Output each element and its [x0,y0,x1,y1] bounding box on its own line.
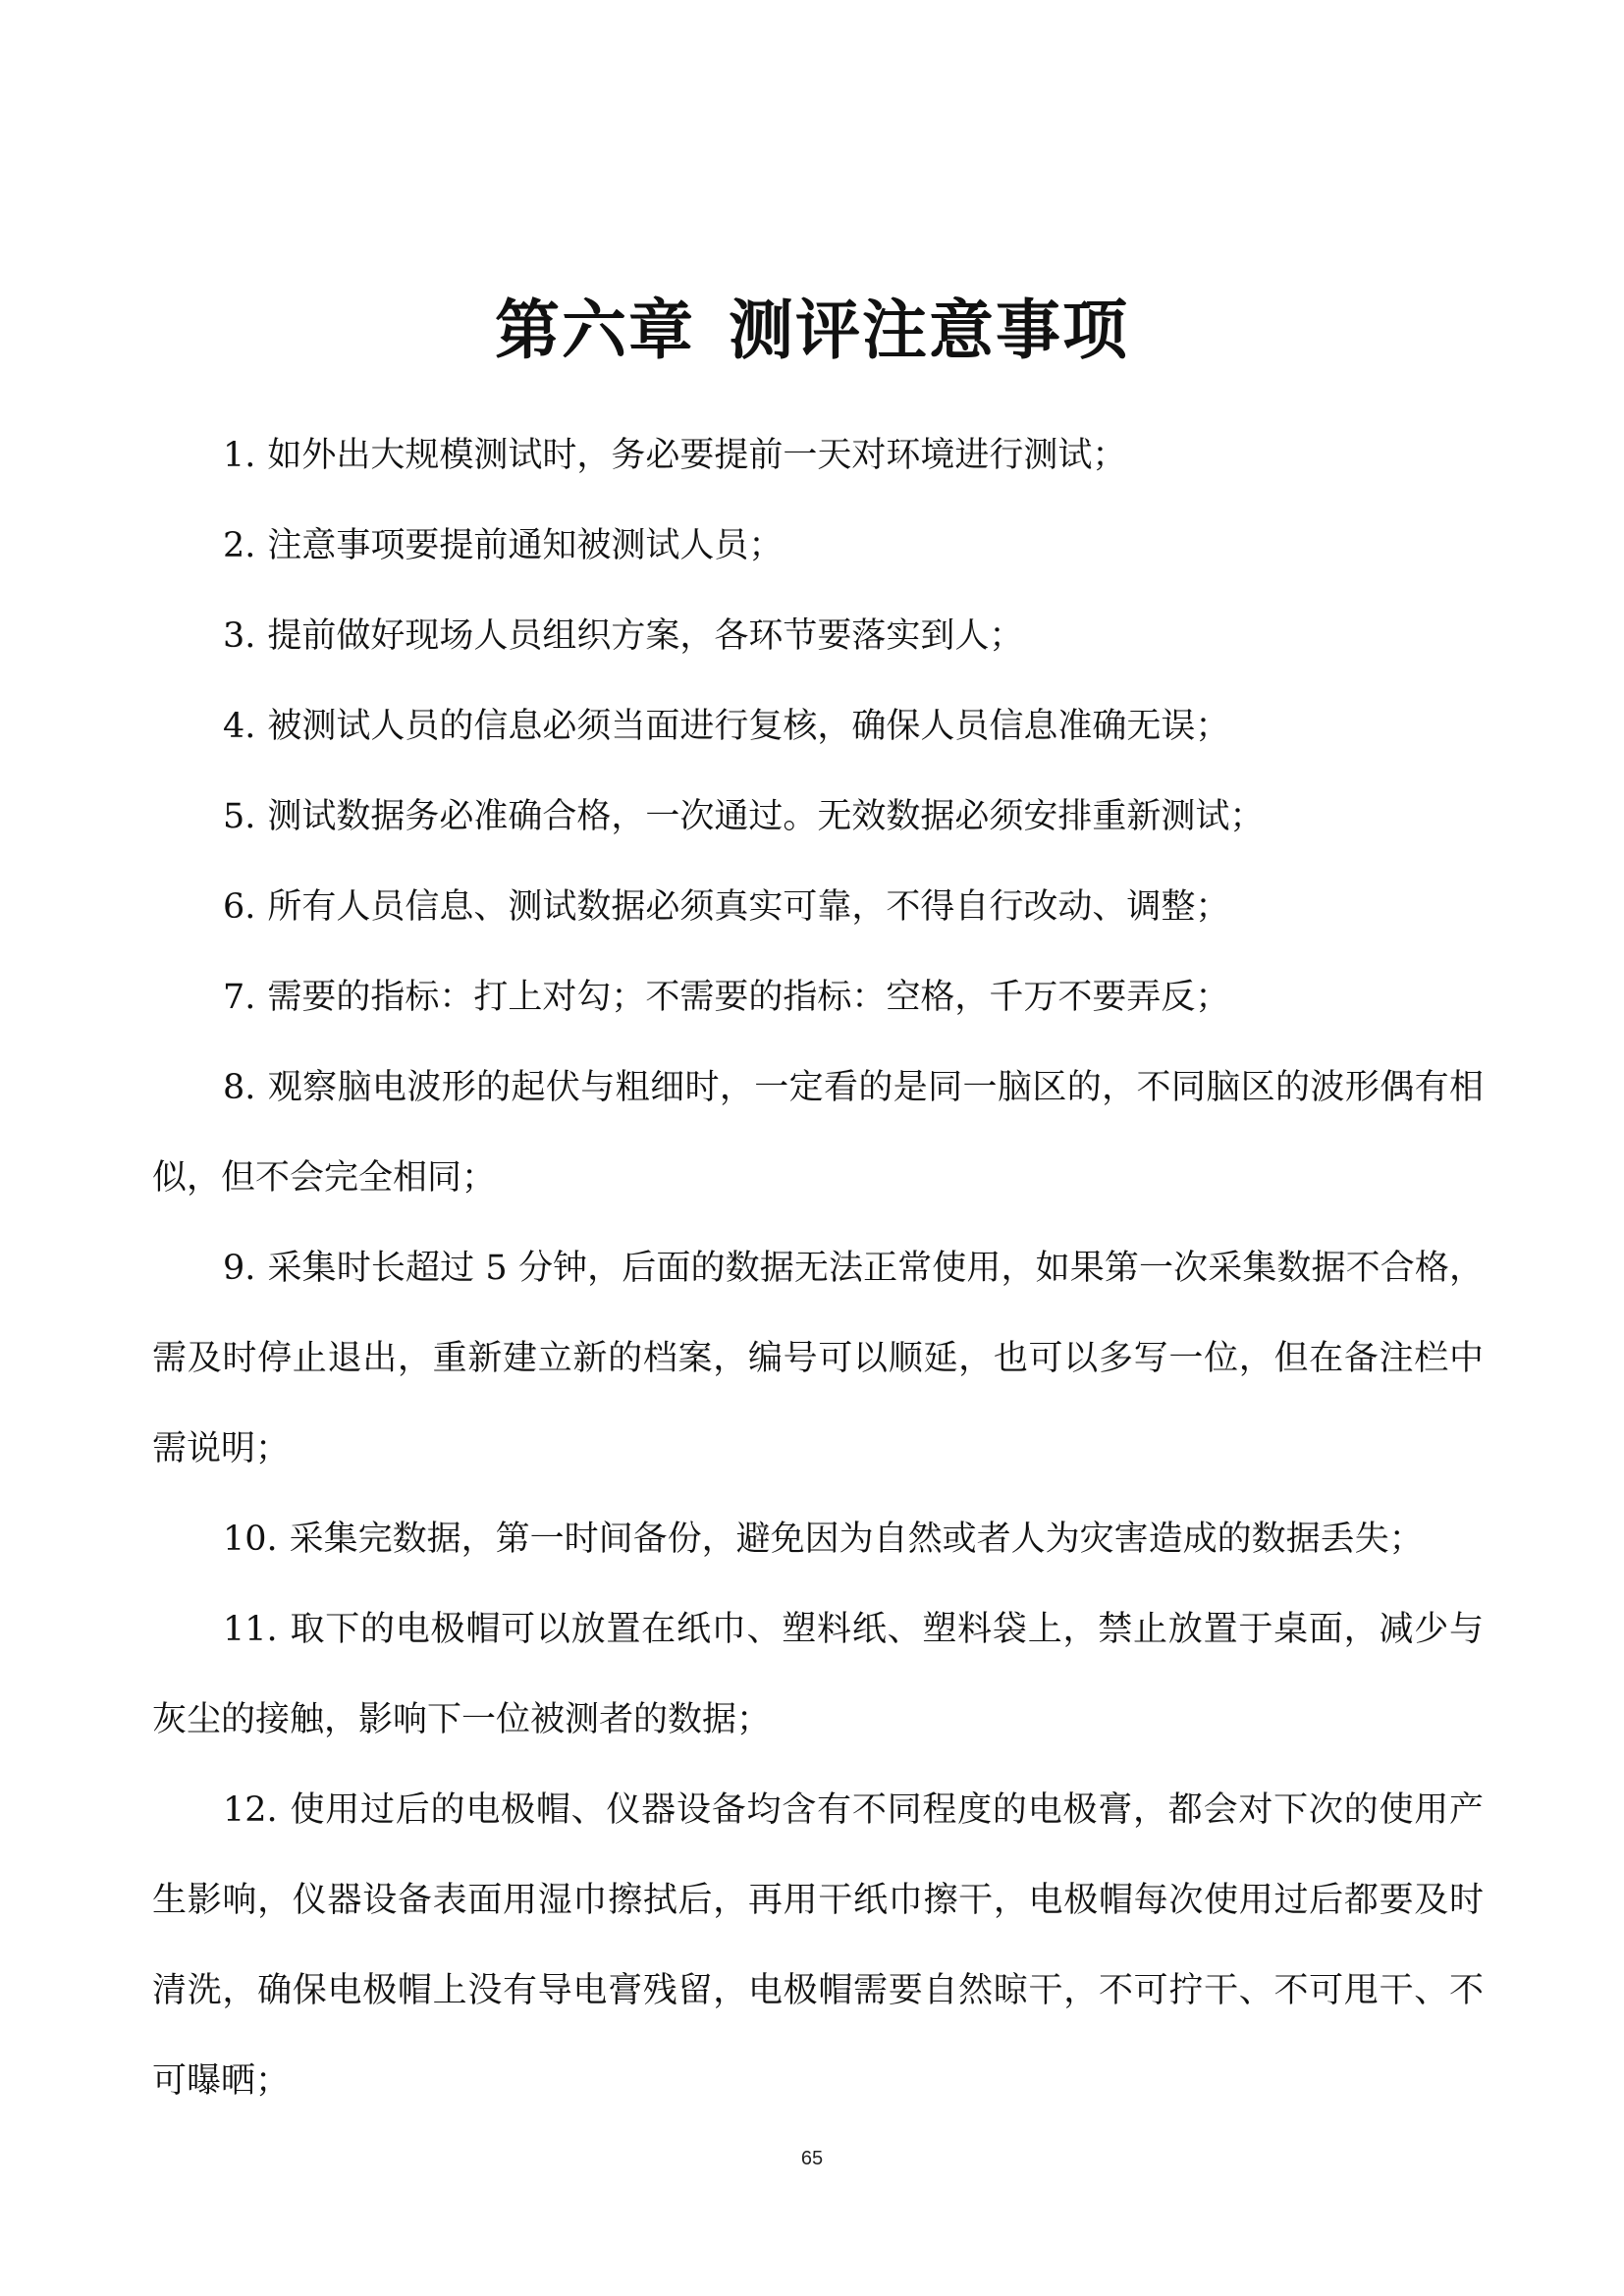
item-text: 所有人员信息、测试数据必须真实可靠，不得自行改动、调整； [267,887,1230,927]
list-item [152,772,1484,862]
list-item [152,952,1484,1042]
list-item [152,501,1484,591]
item-text: 提前做好现场人员组织方案，各环节要落实到人； [267,616,1024,656]
notice-list [152,410,1484,2126]
list-item [152,1765,1484,2126]
item-number: 5. [223,797,256,836]
chapter-heading: 测评注意事项 [729,293,1129,369]
item-text: 观察脑电波形的起伏与粗细时，一定看的是同一脑区的，不同脑区的波形偶有相似，但不会完全相同； [152,1068,1484,1198]
item-text: 采集完数据，第一时间备份，避免因为自然或者人为灾害造成的数据丢失； [289,1520,1424,1559]
list-item [152,1223,1484,1494]
item-number: 11. [223,1610,278,1649]
item-number: 10. [223,1520,278,1559]
item-number: 12. [223,1790,278,1830]
item-number: 8. [223,1068,256,1107]
item-text: 测试数据务必准确合格，一次通过。无效数据必须安排重新测试； [267,797,1265,836]
item-text: 需要的指标：打上对勾；不需要的指标：空格，千万不要弄反； [267,978,1230,1017]
list-item [152,410,1484,501]
item-text: 使用过后的电极帽、仪器设备均含有不同程度的电极膏，都会对下次的使用产生影响，仪器设备表面用湿巾擦拭后，再用干纸巾擦干，电极帽每次使用过后都要及时清洗，确保电极帽上没有导电膏残留，电极帽需要自然晾干，不可拧干、不可甩干、不可曝晒； [152,1790,1484,2101]
item-text: 被测试人员的信息必须当面进行复核，确保人员信息准确无误； [267,707,1230,746]
chapter-number: 第六章 [495,293,695,369]
item-text: 采集时长超过 5 分钟，后面的数据无法正常使用，如果第一次采集数据不合格，需及时停止退出，重新建立新的档案，编号可以顺延，也可以多写一位，但在备注栏中需说明； [152,1249,1484,1468]
item-number: 7. [223,978,256,1017]
item-number: 9. [223,1249,256,1288]
item-number: 2. [223,526,256,565]
item-number: 4. [223,707,256,746]
item-number: 6. [223,887,256,927]
list-item [152,591,1484,681]
list-item [152,1042,1484,1223]
page-number: 65 [800,2148,824,2169]
list-item [152,681,1484,772]
item-text: 取下的电极帽可以放置在纸巾、塑料纸、塑料袋上，禁止放置于桌面，减少与灰尘的接触，影响下一位被测者的数据； [152,1610,1484,1739]
item-number: 3. [223,616,256,656]
list-item [152,1584,1484,1765]
chapter-title [0,287,1624,375]
item-text: 如外出大规模测试时，务必要提前一天对环境进行测试； [267,436,1127,475]
list-item [152,862,1484,952]
list-item [152,1494,1484,1584]
item-number: 1. [223,436,256,475]
item-text: 注意事项要提前通知被测试人员； [267,526,784,565]
